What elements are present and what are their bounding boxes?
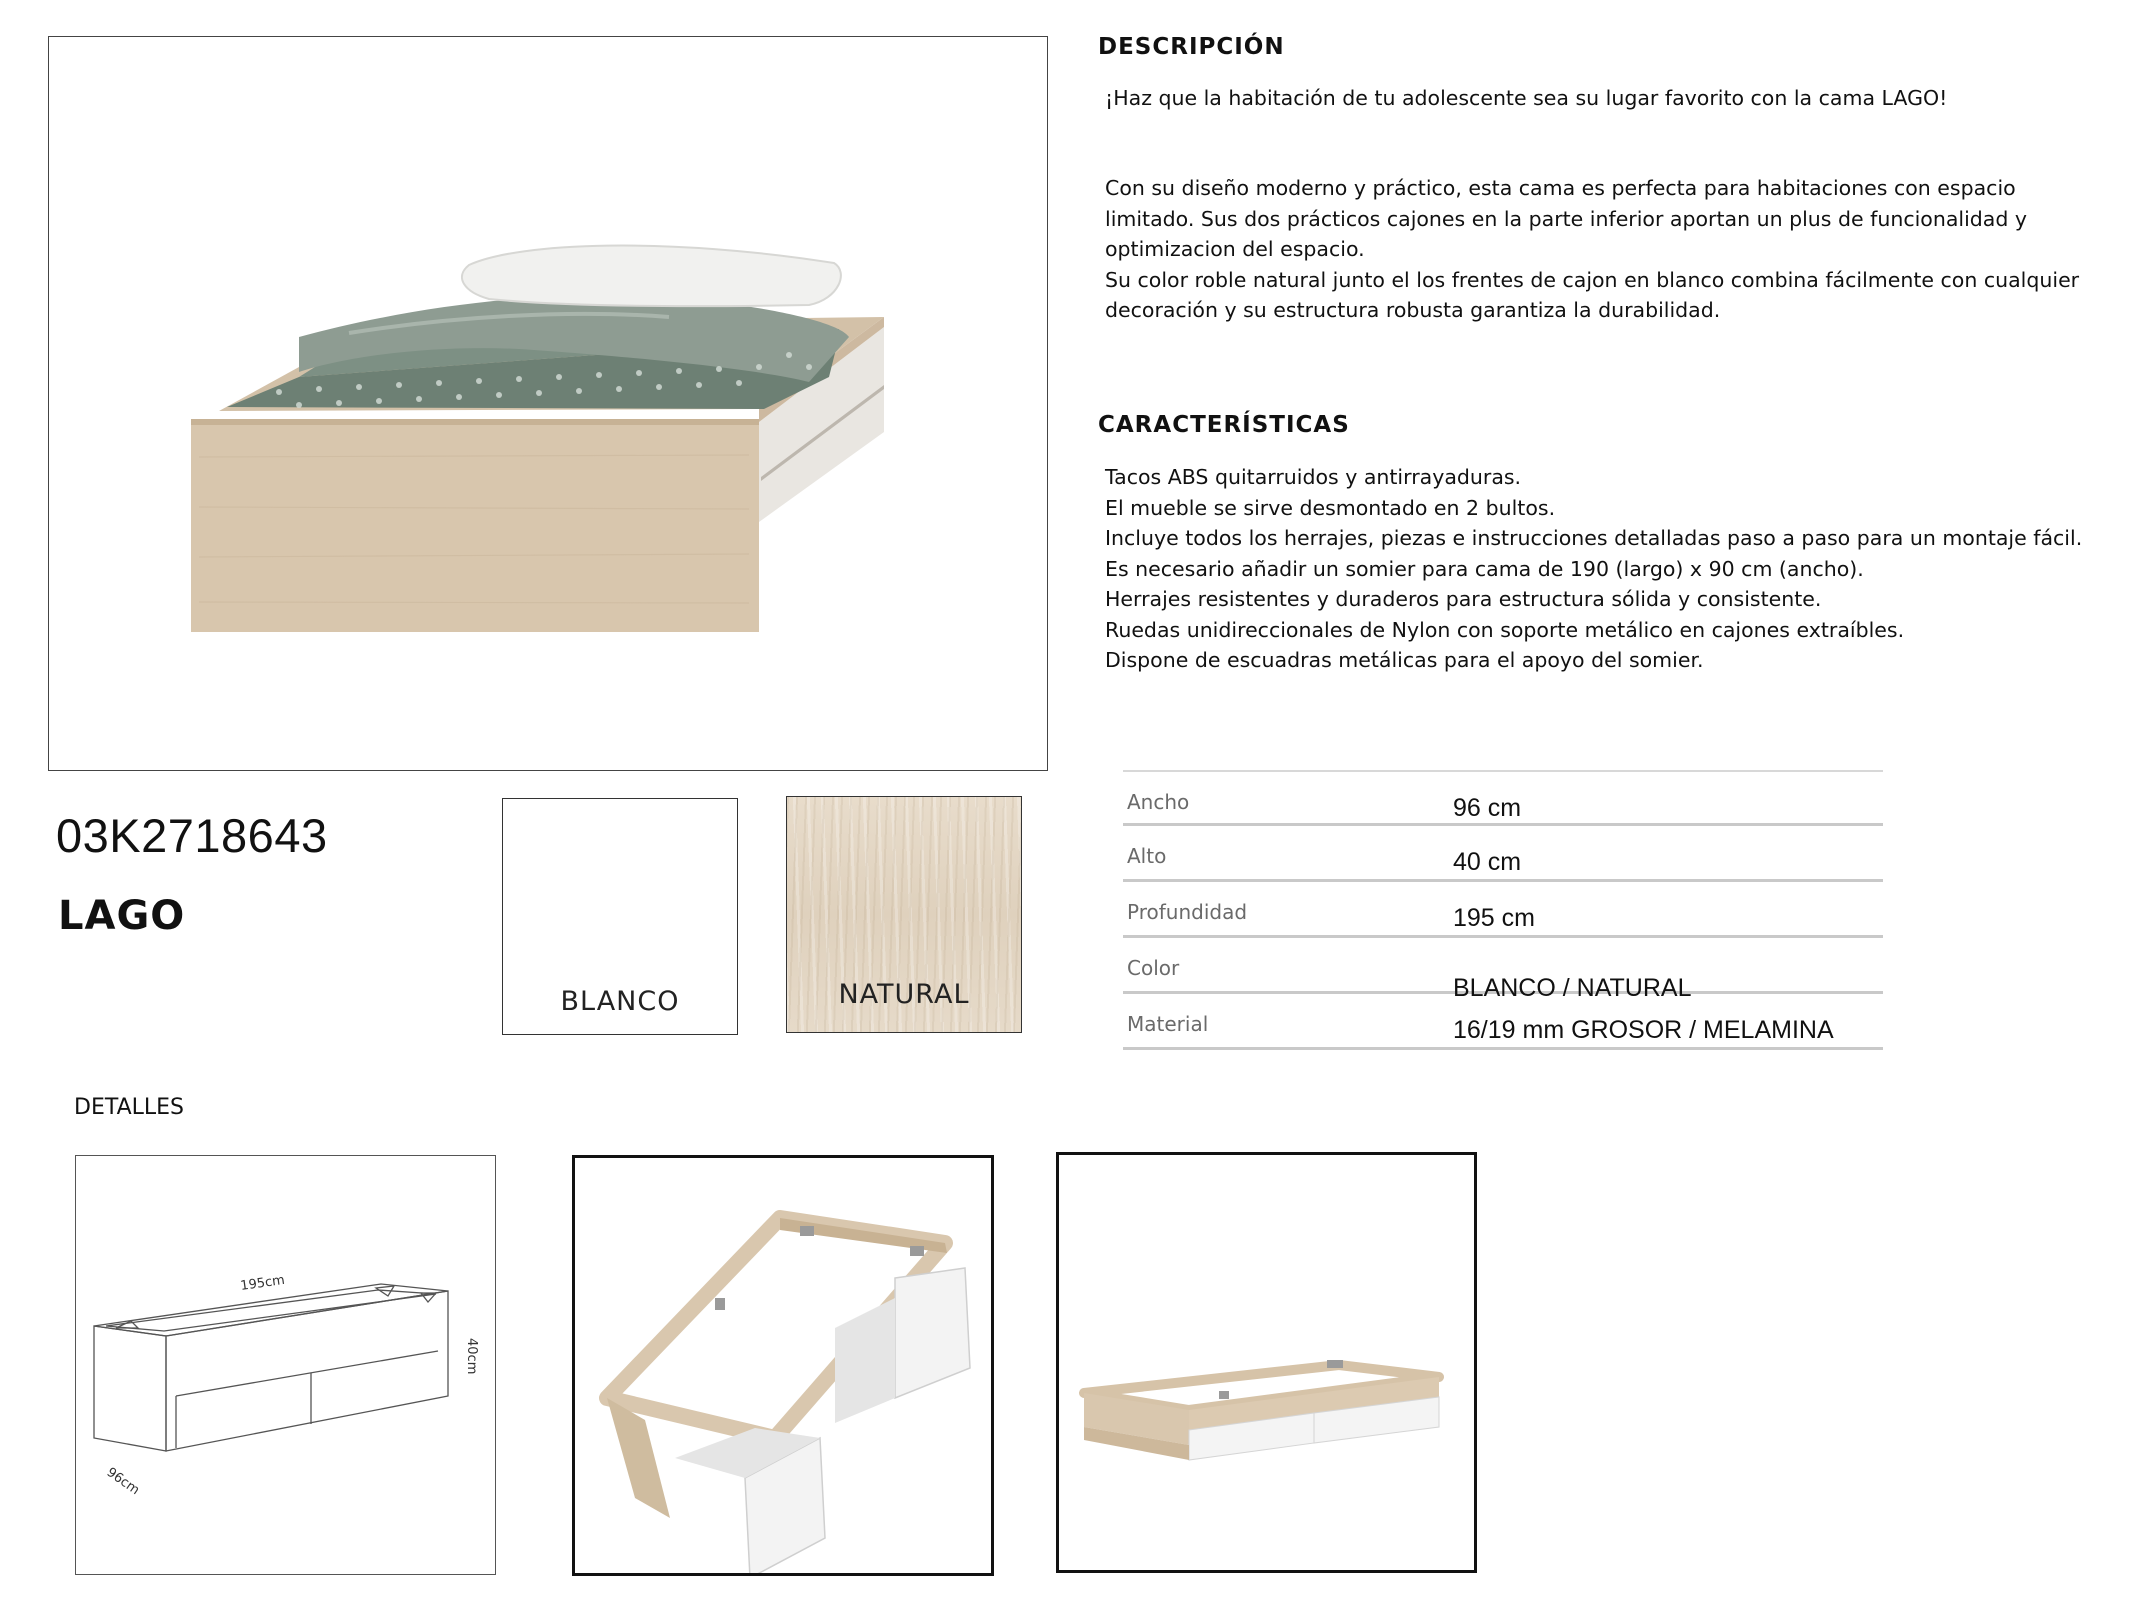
main-product-image — [48, 36, 1048, 771]
spec-label: Profundidad — [1127, 900, 1248, 924]
detail-closed-frame-image — [1056, 1152, 1477, 1573]
spec-value: 96 cm — [1453, 794, 1522, 822]
detail-open-drawers-image — [572, 1155, 994, 1576]
frame-closed-drawing — [1059, 1155, 1474, 1570]
spec-value: 195 cm — [1453, 904, 1535, 932]
swatch-label: BLANCO — [560, 986, 680, 1017]
dimension-drawing — [76, 1156, 494, 1573]
spec-row — [1123, 938, 1883, 1002]
spec-value: BLANCO / NATURAL — [1453, 974, 1692, 1002]
description-line: Con su diseño moderno y práctico, esta cama es perfecta para habitaciones con espacio — [1105, 176, 2016, 200]
product-code: 03K2718643 — [56, 809, 328, 862]
description-line: optimizacion del espacio. — [1105, 237, 1365, 261]
description-body — [1105, 173, 2105, 326]
characteristic-item: Incluye todos los herrajes, piezas e instrucciones detalladas paso a paso para un montaje fácil. — [1105, 526, 2083, 550]
spec-label: Ancho — [1127, 790, 1190, 814]
detail-dimension-diagram — [75, 1155, 496, 1575]
characteristic-item: Tacos ABS quitarruidos y antirrayaduras. — [1105, 465, 1522, 489]
spec-label: Material — [1127, 1012, 1209, 1036]
description-intro: ¡Haz que la habitación de tu adolescente sea su lugar favorito con la cama LAGO! — [1105, 86, 1948, 110]
frame-open-drawers-drawing — [575, 1158, 991, 1573]
description-heading: DESCRIPCIÓN — [1098, 34, 1285, 60]
description-line: limitado. Sus dos prácticos cajones en la parte inferior aportan un plus de funcionalidad y — [1105, 206, 2028, 231]
spec-row — [1123, 770, 1883, 826]
spec-row — [1123, 994, 1883, 1050]
spec-label: Color — [1127, 956, 1180, 980]
drawer — [895, 1268, 970, 1398]
characteristic-item: El mueble se sirve desmontado en 2 bultos. — [1105, 495, 1556, 520]
dim-width-label: 96cm — [103, 1464, 143, 1499]
color-swatch-blanco — [502, 798, 738, 1035]
swatch-label: NATURAL — [838, 979, 970, 1010]
description-line: Su color roble natural junto el los frentes de cajon en blanco combina fácilmente con cualquier — [1105, 267, 2080, 292]
spec-value: 40 cm — [1453, 848, 1522, 876]
characteristic-item: Herrajes resistentes y duraderos para estructura sólida y consistente. — [1105, 587, 1822, 611]
characteristics-list — [1105, 462, 2105, 676]
description-line: decoración y su estructura robusta garantiza la durabilidad. — [1105, 298, 1721, 322]
characteristics-heading: CARACTERÍSTICAS — [1098, 412, 1350, 438]
characteristic-item: Ruedas unidireccionales de Nylon con soporte metálico en cajones extraíbles. — [1105, 617, 1905, 642]
dim-height-label: 40cm — [464, 1338, 479, 1375]
dim-length-label: 195cm — [239, 1272, 286, 1294]
characteristic-item: Dispone de escuadras metálicas para el apoyo del somier. — [1105, 648, 1704, 672]
color-swatch-natural — [786, 796, 1022, 1033]
bed-front-panel — [191, 419, 759, 632]
spec-label: Alto — [1127, 844, 1167, 868]
bed-illustration — [49, 37, 1049, 772]
spec-value: 16/19 mm GROSOR / MELAMINA — [1453, 1016, 1834, 1044]
spec-table — [1123, 770, 1883, 1050]
details-heading: DETALLES — [74, 1095, 184, 1120]
spec-row — [1123, 826, 1883, 882]
product-name: LAGO — [58, 893, 186, 939]
characteristic-item: Es necesario añadir un somier para cama de 190 (largo) x 90 cm (ancho). — [1105, 556, 1864, 581]
pillow — [462, 246, 841, 307]
spec-row — [1123, 882, 1883, 938]
